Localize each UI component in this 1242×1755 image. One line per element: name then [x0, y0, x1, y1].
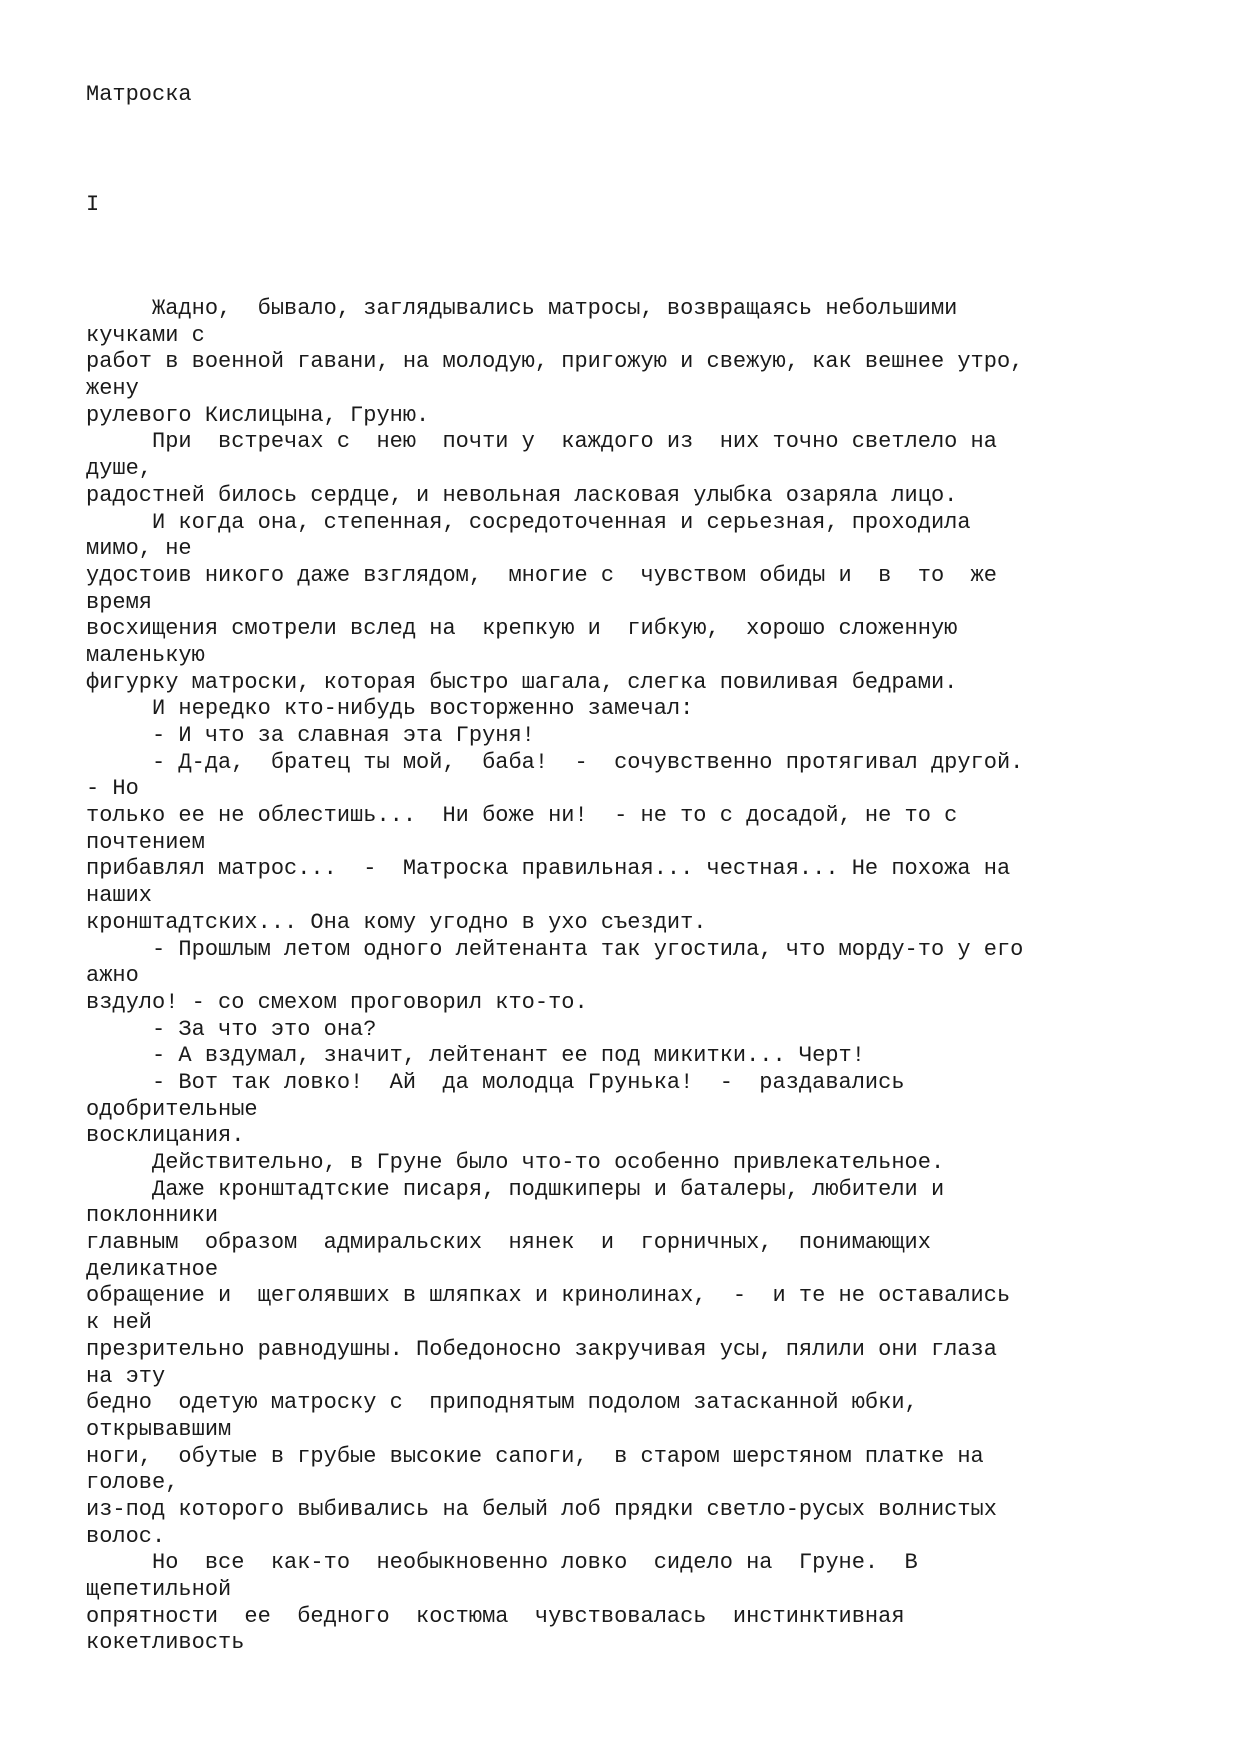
text-line: фигурку матроски, которая быстро шагала, слегка повиливая бедрами. [86, 669, 958, 695]
text-line: И нередко кто-нибудь восторженно замечал: [86, 696, 694, 722]
text-line: работ в военной гавани, на молодую, пригожую и свежую, как вешнее утро, [86, 349, 1024, 375]
text-line: кокетливость [86, 1630, 245, 1656]
text-line: волос. [86, 1523, 166, 1549]
text-line: душе, [86, 456, 153, 482]
text-line: прибавлял матрос... - Матроска правильная... честная... Не похожа на [86, 856, 1011, 882]
text-line: Даже кронштадтские писаря, подшкиперы и баталеры, любители и [86, 1176, 945, 1202]
text-line: И когда она, степенная, сосредоточенная и серьезная, проходила [86, 509, 971, 535]
text-line: голове, [86, 1470, 179, 1496]
text-line: кучками с [86, 322, 205, 348]
text-line: - Вот так ловко! Ай да молодца Грунька! - раздавались [86, 1069, 905, 1095]
text-line: Действительно, в Груне было что-то особенно привлекательное. [86, 1150, 945, 1175]
text-line: ноги, обутые в грубые высокие сапоги, в старом шерстяном платке на [86, 1443, 984, 1469]
body-text [86, 296, 1216, 1657]
text-line: Жадно, бывало, заглядывались матросы, возвращаясь небольшими [86, 296, 958, 321]
text-line: щепетильной [86, 1577, 232, 1602]
text-line: одобрительные [86, 1096, 258, 1122]
text-line: из-под которого выбивались на белый лоб прядки светло-русых волнистых [86, 1496, 997, 1522]
text-line: бедно одетую матроску с приподнятым подолом затасканной юбки, [86, 1390, 918, 1416]
text-line: открывавшим [86, 1416, 232, 1442]
text-line: деликатное [86, 1256, 219, 1282]
text-line: на эту [86, 1363, 166, 1389]
text-line: мимо, не [86, 536, 192, 562]
text-line: поклонники [86, 1203, 219, 1229]
text-line: только ее не облестишь... Ни боже ни! - не то с досадой, не то с [86, 803, 958, 829]
text-line: маленькую [86, 642, 205, 668]
text-line: ажно [86, 963, 139, 989]
text-line: презрительно равнодушны. Победоносно закручивая усы, пялили они глаза [86, 1336, 997, 1362]
text-line: При встречах с нею почти у каждого из них точно светлело на [86, 429, 997, 455]
text-line: к ней [86, 1310, 153, 1336]
text-line: кронштадтских... Она кому угодно в ухо съездит. [86, 909, 707, 935]
text-line: почтением [86, 829, 205, 855]
text-line: - Но [86, 776, 139, 802]
text-line: восклицания. [86, 1123, 245, 1149]
text-line: - Д-да, братец ты мой, баба! - сочувственно протягивал другой. [86, 749, 1024, 775]
text-line: время [86, 589, 153, 615]
text-line: - И что за славная эта Груня! [86, 723, 535, 748]
text-line: вздуло! - со смехом проговорил кто-то. [86, 989, 588, 1015]
text-line: - Прошлым летом одного лейтенанта так угостила, что морду-то у его [86, 936, 1024, 962]
text-line: обращение и щеголявших в шляпках и кринолинах, - и те не оставались [86, 1283, 1011, 1309]
text-line: - За что это она? [86, 1016, 377, 1042]
text-line: опрятности ее бедного костюма чувствовалась инстинктивная [86, 1603, 905, 1629]
text-line: удостоив никого даже взглядом, многие с чувством обиды и в то же [86, 562, 997, 588]
text-line: главным образом адмиральских нянек и горничных, понимающих [86, 1230, 931, 1256]
text-line: наших [86, 883, 153, 909]
text-line: восхищения смотрели вслед на крепкую и гибкую, хорошо сложенную [86, 616, 958, 642]
text-line: рулевого Кислицына, Груню. [86, 402, 430, 428]
text-line: - А вздумал, значит, лейтенант ее под микитки... Черт! [86, 1043, 865, 1069]
document-title: Матроска [86, 82, 192, 107]
text-line: жену [86, 376, 139, 402]
chapter-numeral: I [86, 192, 100, 217]
text-line: Но все как-то необыкновенно ловко сидело на Груне. В [86, 1550, 918, 1576]
text-line: радостней билось сердце, и невольная ласковая улыбка озаряла лицо. [86, 482, 958, 508]
